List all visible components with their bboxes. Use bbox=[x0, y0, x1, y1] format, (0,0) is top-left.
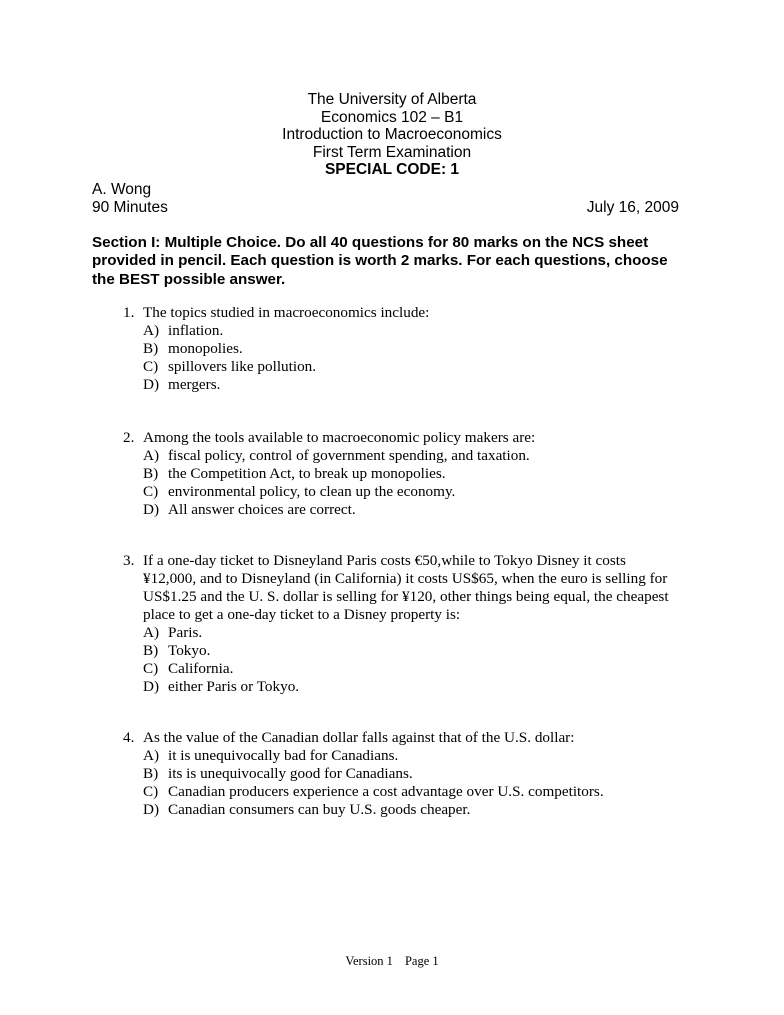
option-letter: A) bbox=[143, 624, 160, 641]
answer-option bbox=[123, 465, 683, 483]
option-text: it is unequivocally bad for Canadians. bbox=[168, 747, 399, 764]
section-instructions-line: the BEST possible answer. bbox=[92, 270, 286, 288]
question-stem bbox=[123, 729, 683, 747]
version-label: Version 1 bbox=[345, 954, 393, 968]
question-stem bbox=[123, 304, 683, 322]
question-text: Among the tools available to macroeconomic policy makers are: bbox=[143, 429, 536, 446]
exam-meta-left bbox=[92, 181, 168, 217]
answer-option bbox=[123, 358, 683, 376]
option-text: All answer choices are correct. bbox=[168, 501, 356, 518]
option-text: Paris. bbox=[168, 624, 203, 641]
question-3 bbox=[123, 552, 683, 696]
option-text: its is unequivocally good for Canadians. bbox=[168, 765, 413, 782]
option-letter: A) bbox=[143, 747, 160, 764]
page-number: Page 1 bbox=[404, 954, 439, 968]
answer-option bbox=[123, 483, 683, 501]
question-text-continued: US$1.25 and the U. S. dollar is selling for ¥120, other things being equal, the cheapest bbox=[143, 588, 669, 605]
instructor-name: A. Wong bbox=[92, 181, 152, 198]
question-stem bbox=[123, 429, 683, 447]
question-number: 4. bbox=[123, 729, 135, 746]
special-code: SPECIAL CODE: 1 bbox=[324, 161, 460, 179]
page-footer bbox=[0, 954, 784, 969]
section-instructions-line: provided in pencil. Each question is worth 2 marks. For each questions, choose bbox=[92, 252, 668, 270]
exam-header bbox=[0, 91, 784, 179]
university-name: The University of Alberta bbox=[307, 91, 477, 108]
option-text: either Paris or Tokyo. bbox=[168, 678, 300, 695]
question-number: 2. bbox=[123, 429, 135, 446]
option-letter: C) bbox=[143, 483, 159, 500]
exam-duration: 90 Minutes bbox=[92, 199, 168, 216]
option-letter: D) bbox=[143, 501, 160, 518]
option-letter: C) bbox=[143, 358, 159, 375]
question-text-continued: ¥12,000, and to Disneyland (in California) it costs US$65, when the euro is selling for bbox=[143, 570, 668, 587]
option-text: Canadian producers experience a cost advantage over U.S. competitors. bbox=[168, 783, 604, 800]
option-text: fiscal policy, control of government spending, and taxation. bbox=[168, 447, 530, 464]
option-letter: C) bbox=[143, 783, 159, 800]
answer-option bbox=[123, 322, 683, 340]
question-text: The topics studied in macroeconomics include: bbox=[143, 304, 430, 321]
option-text: the Competition Act, to break up monopolies. bbox=[168, 465, 446, 482]
answer-option bbox=[123, 660, 683, 678]
option-text: Tokyo. bbox=[168, 642, 211, 659]
answer-option bbox=[123, 747, 683, 765]
exam-date: July 16, 2009 bbox=[586, 199, 679, 216]
course-code: Economics 102 – B1 bbox=[320, 108, 464, 126]
question-4 bbox=[123, 729, 683, 819]
answer-option bbox=[123, 765, 683, 783]
option-letter: B) bbox=[143, 465, 159, 482]
answer-option bbox=[123, 376, 683, 394]
option-text: mergers. bbox=[168, 376, 221, 393]
option-text: inflation. bbox=[168, 322, 224, 339]
section-instructions bbox=[92, 234, 692, 289]
answer-option bbox=[123, 642, 683, 660]
answer-option bbox=[123, 678, 683, 696]
option-text: environmental policy, to clean up the economy. bbox=[168, 483, 456, 500]
question-number: 1. bbox=[123, 304, 135, 321]
answer-option bbox=[123, 501, 683, 519]
option-text: spillovers like pollution. bbox=[168, 358, 317, 375]
option-letter: A) bbox=[143, 447, 160, 464]
section-instructions-line: Section I: Multiple Choice. Do all 40 questions for 80 marks on the NCS sheet bbox=[92, 234, 649, 251]
course-title: Introduction to Macroeconomics bbox=[282, 126, 502, 144]
question-text-continued: place to get a one-day ticket to a Disney property is: bbox=[143, 606, 461, 623]
option-text: Canadian consumers can buy U.S. goods cheaper. bbox=[168, 801, 471, 818]
question-stem bbox=[123, 552, 683, 570]
option-letter: C) bbox=[143, 660, 159, 677]
exam-title: First Term Examination bbox=[312, 143, 472, 161]
option-letter: B) bbox=[143, 340, 159, 357]
option-letter: D) bbox=[143, 801, 160, 818]
option-letter: D) bbox=[143, 678, 160, 695]
answer-option bbox=[123, 340, 683, 358]
answer-option bbox=[123, 447, 683, 465]
question-text: If a one-day ticket to Disneyland Paris costs €50,while to Tokyo Disney it costs bbox=[143, 552, 626, 569]
option-letter: B) bbox=[143, 765, 159, 782]
option-text: monopolies. bbox=[168, 340, 243, 357]
question-1 bbox=[123, 304, 683, 394]
option-text: California. bbox=[168, 660, 234, 677]
answer-option bbox=[123, 783, 683, 801]
question-2 bbox=[123, 429, 683, 519]
option-letter: A) bbox=[143, 322, 160, 339]
question-text: As the value of the Canadian dollar falls against that of the U.S. dollar: bbox=[143, 729, 575, 746]
option-letter: B) bbox=[143, 642, 159, 659]
answer-option bbox=[123, 624, 683, 642]
question-number: 3. bbox=[123, 552, 135, 569]
option-letter: D) bbox=[143, 376, 160, 393]
answer-option bbox=[123, 801, 683, 819]
